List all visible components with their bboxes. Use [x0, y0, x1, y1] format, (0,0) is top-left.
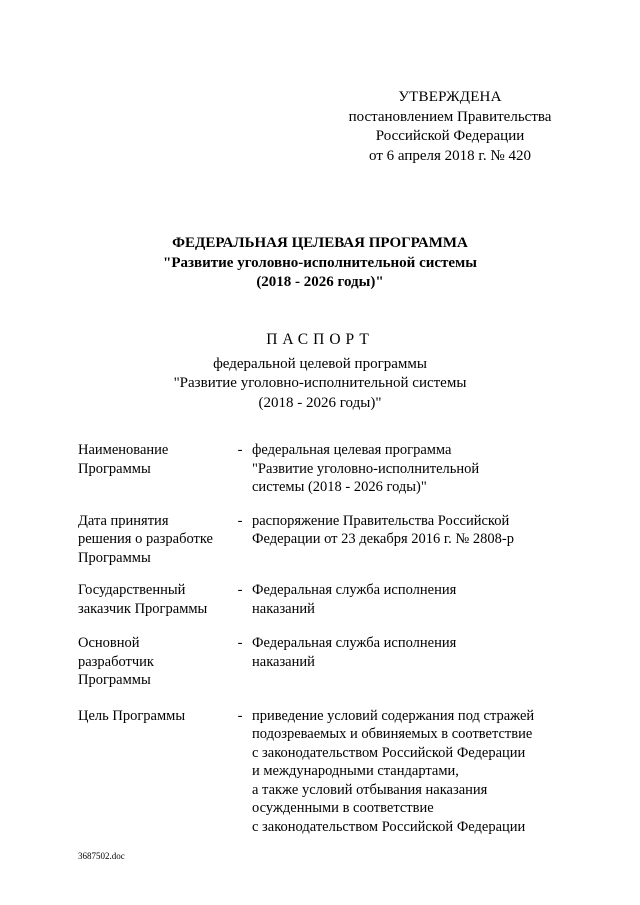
program-title-line-1: ФЕДЕРАЛЬНАЯ ЦЕЛЕВАЯ ПРОГРАММА — [172, 235, 468, 251]
row-label: Государственный заказчик Программы — [78, 582, 208, 617]
row-dash: - — [237, 512, 243, 529]
row-label: Цель Программы — [78, 707, 186, 724]
row-label: Основной разработчик Программы — [78, 635, 154, 688]
passport-header — [80, 330, 560, 413]
approval-line-federation: Российской Федерации — [375, 128, 525, 144]
program-title — [80, 234, 560, 293]
row-dash: - — [237, 707, 243, 724]
passport-row-adoption-date — [78, 512, 578, 568]
passport-subtitle-line-3: (2018 - 2026 годы)" — [258, 394, 382, 411]
approval-title: УТВЕРЖДЕНА — [398, 89, 502, 105]
passport-subtitle-line-1: федеральной целевой программы — [213, 355, 427, 372]
passport-heading: ПАСПОРТ — [266, 331, 374, 348]
passport-row-name — [78, 441, 578, 497]
row-dash: - — [237, 635, 243, 651]
program-title-line-2: "Развитие уголовно-исполнительной системы — [163, 254, 477, 271]
row-value: Федеральная служба исполнения наказаний — [252, 582, 457, 617]
approval-line-date-number: от 6 апреля 2018 г. № 420 — [369, 147, 531, 164]
passport-subtitle-line-2: "Развитие уголовно-исполнительной системы — [173, 375, 467, 391]
row-label: Наименование Программы — [78, 442, 169, 477]
passport-row-goal — [78, 707, 578, 837]
row-value: распоряжение Правительства Российской Федерации от 23 декабря 2016 г. № 2808-р — [252, 512, 514, 547]
passport-row-customer — [78, 581, 578, 618]
row-value: федеральная целевая программа "Развитие уголовно-исполнительной системы (2018 - 2026 годы)" — [252, 442, 480, 495]
row-label: Дата принятия решения о разработке Программы — [78, 512, 213, 566]
approval-line-resolution: постановлением Правительства — [348, 108, 552, 125]
passport-table — [78, 441, 578, 836]
row-value: приведение условий содержания под стражей подозреваемых и обвиняемых в соответствие с законодательством Российской Федерации и международными стандартами, а также условий отбывания наказания осужденными в соответствие с законодательством Российской Федерации — [252, 707, 535, 835]
passport-row-developer — [78, 634, 578, 690]
row-value: Федеральная служба исполнения наказаний — [252, 635, 457, 670]
row-dash: - — [237, 582, 243, 598]
approval-stamp — [330, 88, 570, 166]
document-file-id: 3687502.doc — [78, 851, 125, 861]
program-title-line-3: (2018 - 2026 годы)" — [256, 274, 384, 290]
row-dash: - — [237, 442, 243, 458]
